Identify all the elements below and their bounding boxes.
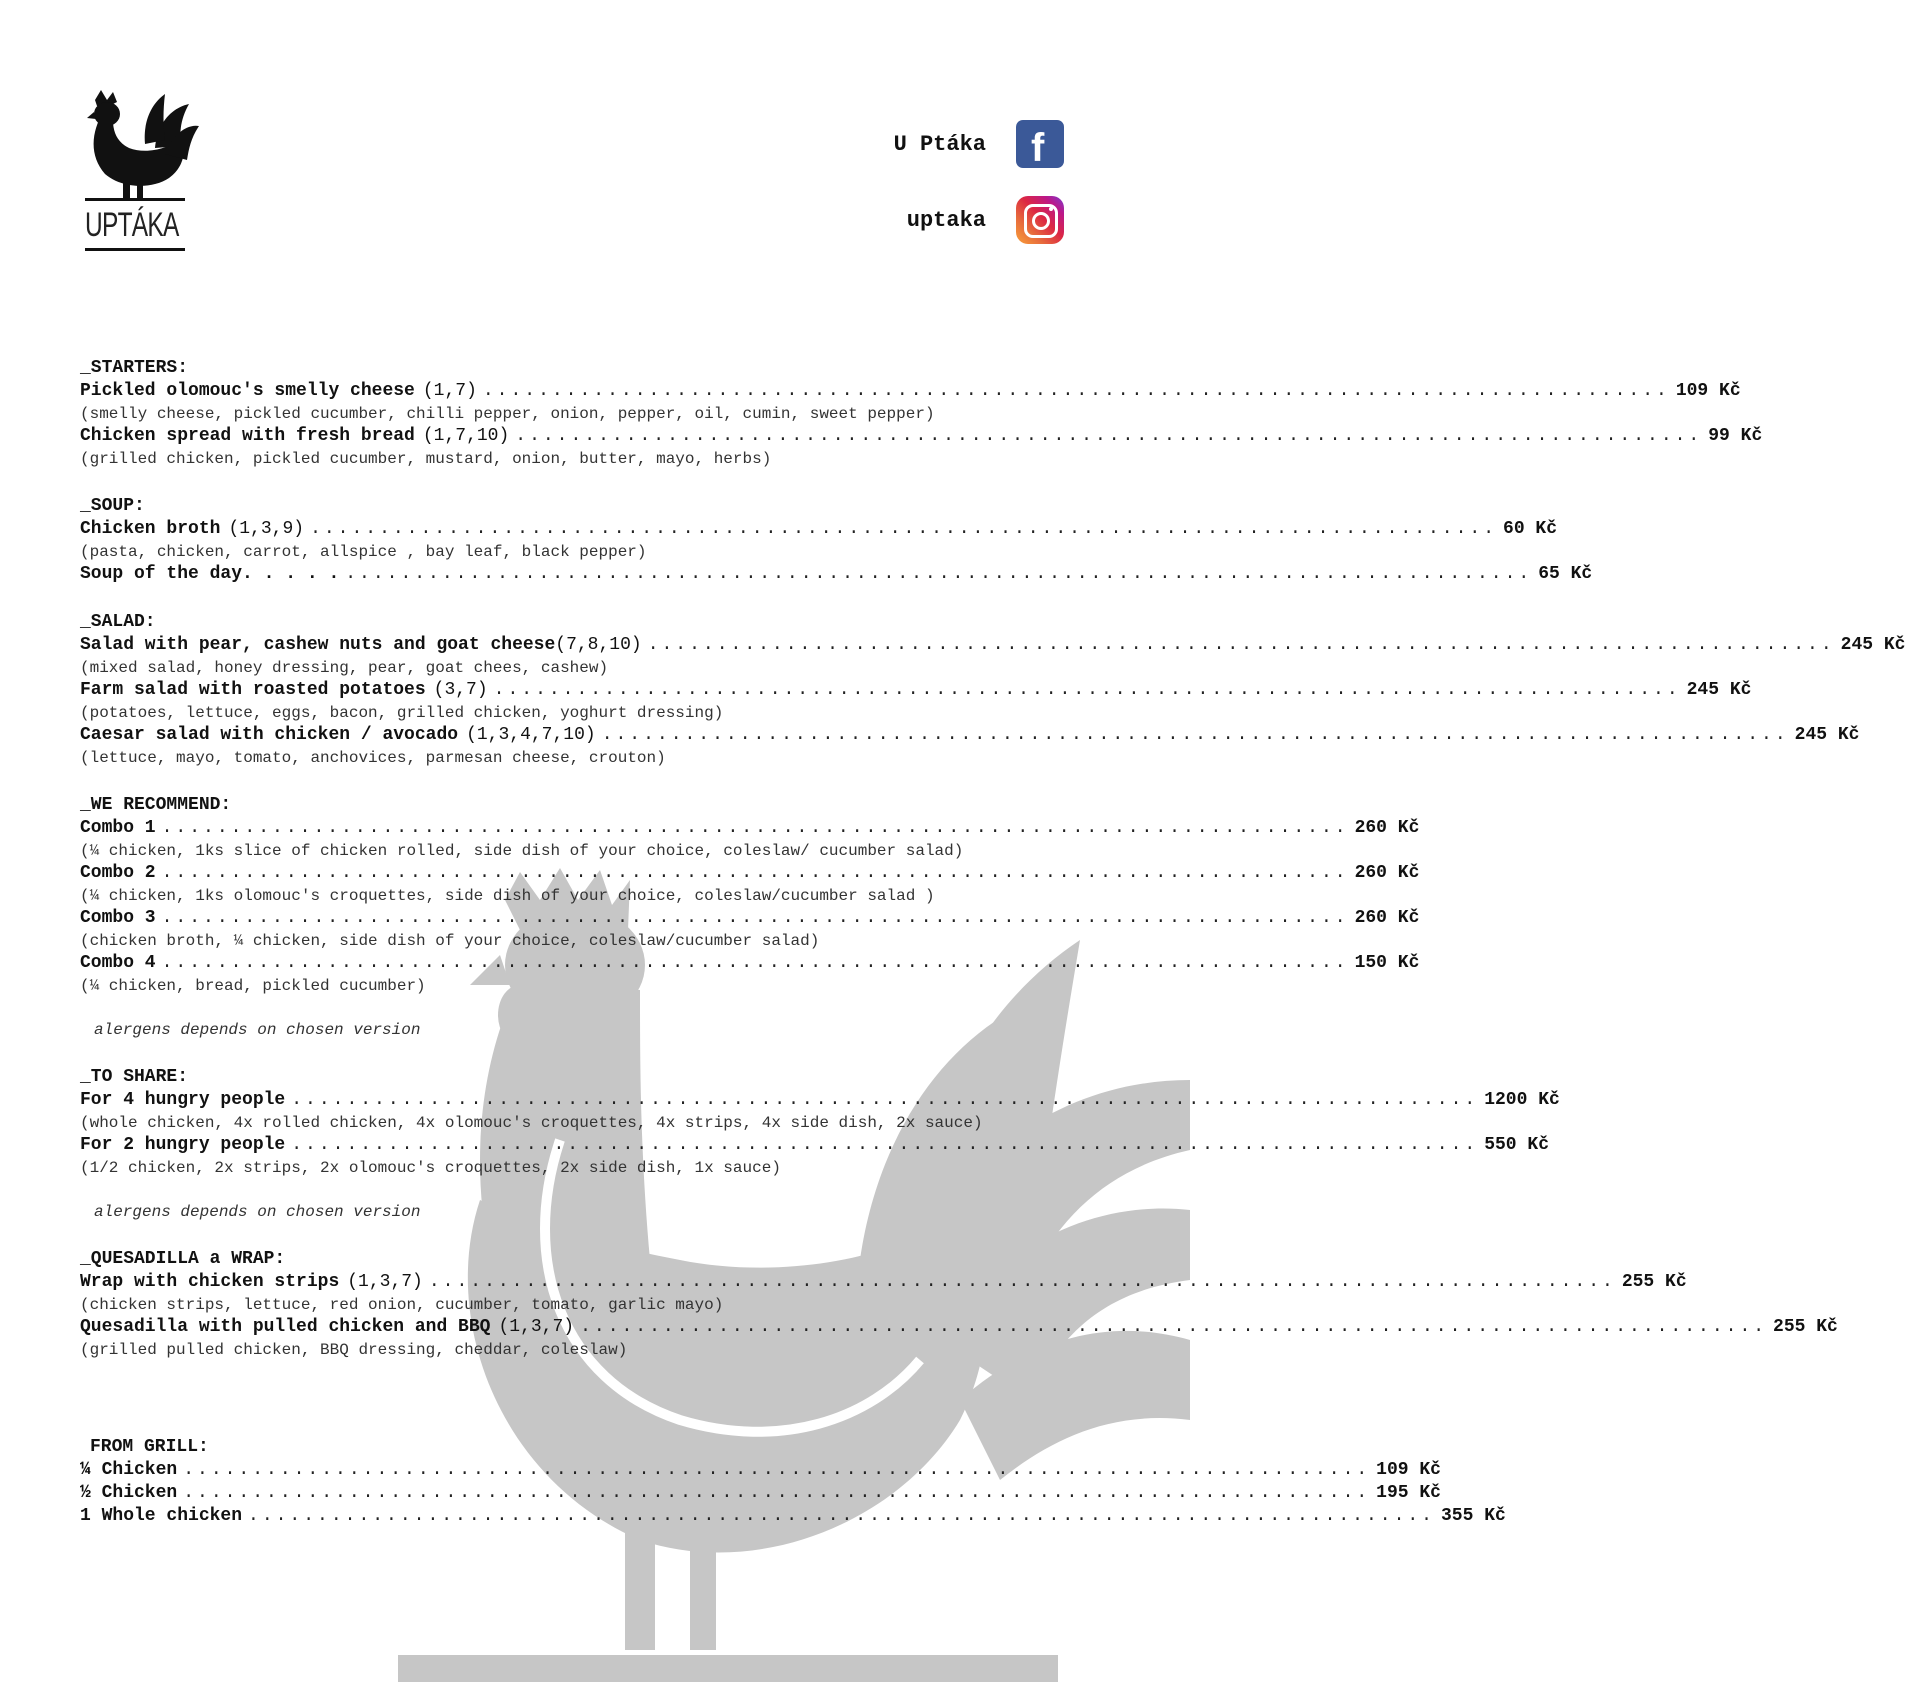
leader-dots: ...................................................................................... xyxy=(580,1317,1768,1337)
leader-dots: ...................................................................................... xyxy=(291,1135,1479,1155)
item-price: 260 Kč xyxy=(1354,908,1420,928)
item-name: Chicken spread with fresh bread xyxy=(80,426,415,446)
menu-item xyxy=(80,1316,1838,1339)
item-allergens: (1,7) xyxy=(422,381,477,401)
menu-item xyxy=(80,952,1420,975)
section-heading-recommend: _WE RECOMMEND: xyxy=(80,795,232,815)
item-description: (smelly cheese, pickled cucumber, chilli pepper, onion, pepper, oil, cumin, sweet pepper) xyxy=(80,405,935,423)
item-price: 550 Kč xyxy=(1484,1135,1549,1155)
leader-dots: ...................................................................................... xyxy=(345,564,1533,584)
section-heading-soup: _SOUP: xyxy=(80,496,145,516)
item-allergens: (1,3,9) xyxy=(228,519,305,539)
item-description: (grilled pulled chicken, BBQ dressing, cheddar, coleslaw) xyxy=(80,1341,628,1359)
item-name: ½ Chicken xyxy=(80,1483,178,1503)
menu-item xyxy=(80,862,1420,885)
menu-item xyxy=(80,724,1860,747)
logo-underline xyxy=(85,248,185,251)
item-name: ¼ Chicken xyxy=(80,1460,178,1480)
item-allergens: (1,7,10) xyxy=(422,426,510,446)
item-description: (chicken strips, lettuce, red onion, cucumber, tomato, garlic mayo) xyxy=(80,1296,724,1314)
item-description: (¼ chicken, bread, pickled cucumber) xyxy=(80,977,426,995)
facebook-handle: U Ptáka xyxy=(893,131,986,157)
leader-dots: ...................................................................................... xyxy=(515,426,1703,446)
item-description: (whole chicken, 4x rolled chicken, 4x olomouc's croquettes, 4x strips, 4x side dish, 2x sauce) xyxy=(80,1114,983,1132)
leader-dots: ...................................................................................... xyxy=(291,1090,1479,1110)
item-name: Caesar salad with chicken / avocado xyxy=(80,725,459,745)
leader-dots: ...................................................................................... xyxy=(310,519,1498,539)
item-price: 245 Kč xyxy=(1840,635,1905,655)
leader-dots: ...................................................................................... xyxy=(647,635,1835,655)
item-name: Combo 1 xyxy=(80,818,156,838)
item-description: (¼ chicken, 1ks slice of chicken rolled, side dish of your choice, coleslaw/ cucumber salad) xyxy=(80,842,964,860)
item-allergens: (1,3,4,7,10) xyxy=(466,725,596,745)
item-price: 109 Kč xyxy=(1675,381,1741,401)
menu-item xyxy=(80,380,1741,403)
rooster-logo-icon xyxy=(85,88,200,208)
item-name: Salad with pear, cashew nuts and goat cheese xyxy=(80,635,556,655)
item-price: 260 Kč xyxy=(1354,818,1420,838)
allergen-note: alergens depends on chosen version xyxy=(94,1021,421,1039)
item-allergens: (1,3,7) xyxy=(498,1317,575,1337)
item-price: 245 Kč xyxy=(1686,680,1752,700)
item-description: (potatoes, lettuce, eggs, bacon, grilled chicken, yoghurt dressing) xyxy=(80,704,724,722)
logo xyxy=(85,88,200,258)
allergen-note: alergens depends on chosen version xyxy=(94,1203,421,1221)
item-price: 255 Kč xyxy=(1621,1272,1687,1292)
leader-dots: ...................................................................................... xyxy=(161,953,1349,973)
item-description: (1/2 chicken, 2x strips, 2x olomouc's croquettes, 2x side dish, 1x sauce) xyxy=(80,1159,781,1177)
item-name: Pickled olomouc's smelly cheese xyxy=(80,381,415,401)
menu xyxy=(80,356,1905,1528)
item-description: (pasta, chicken, carrot, allspice , bay leaf, black pepper) xyxy=(80,543,647,561)
item-allergens: (3,7) xyxy=(433,680,488,700)
instagram-handle: uptaka xyxy=(906,207,986,233)
menu-item xyxy=(80,679,1752,702)
leader-dots: ...................................................................................... xyxy=(183,1483,1371,1503)
menu-item xyxy=(80,1271,1687,1294)
item-name: Quesadilla with pulled chicken and BBQ xyxy=(80,1317,491,1337)
leader-dots: ...................................................................................... xyxy=(248,1506,1435,1526)
leader-dots: ...................................................................................... xyxy=(428,1272,1616,1292)
item-price: 109 Kč xyxy=(1376,1460,1441,1480)
item-price: 65 Kč xyxy=(1538,564,1593,584)
section-heading-starters: _STARTERS: xyxy=(80,358,189,378)
item-name: Combo 4 xyxy=(80,953,156,973)
facebook-icon[interactable]: f xyxy=(1016,120,1064,168)
item-description: (mixed salad, honey dressing, pear, goat chees, cashew) xyxy=(80,659,609,677)
instagram-icon[interactable] xyxy=(1016,196,1064,244)
leader-dots: ...................................................................................... xyxy=(161,908,1349,928)
menu-item xyxy=(80,1505,1506,1528)
logo-text: UPTÁKA xyxy=(85,206,179,244)
item-name: 1 Whole chicken xyxy=(80,1506,243,1526)
menu-item xyxy=(80,1134,1549,1157)
menu-item xyxy=(80,1089,1560,1112)
instagram-link[interactable] xyxy=(907,196,1064,244)
menu-item xyxy=(80,518,1558,541)
item-price: 255 Kč xyxy=(1773,1317,1838,1337)
item-price: 99 Kč xyxy=(1708,426,1763,446)
leader-dots: ...................................................................................... xyxy=(161,818,1349,838)
facebook-link[interactable] xyxy=(894,120,1064,168)
menu-item xyxy=(80,817,1420,840)
item-name: For 4 hungry people xyxy=(80,1090,286,1110)
leader-dots: ...................................................................................... xyxy=(183,1460,1371,1480)
item-name: Wrap with chicken strips xyxy=(80,1272,340,1292)
item-price: 60 Kč xyxy=(1503,519,1558,539)
item-price: 195 Kč xyxy=(1376,1483,1441,1503)
leader-dots: ...................................................................................... xyxy=(161,863,1349,883)
section-heading-quesadilla: _QUESADILLA a WRAP: xyxy=(80,1249,286,1269)
leader-dots: ...................................................................................... xyxy=(482,381,1670,401)
item-name: Chicken broth xyxy=(80,519,221,539)
leader-dots: ...................................................................................... xyxy=(601,725,1789,745)
menu-item xyxy=(80,425,1763,448)
item-price: 245 Kč xyxy=(1794,725,1860,745)
menu-item xyxy=(80,907,1420,930)
menu-item xyxy=(80,563,1593,586)
item-description: (¼ chicken, 1ks olomouc's croquettes, side dish of your choice, coleslaw/cucumber salad ) xyxy=(80,887,935,905)
item-description: (chicken broth, ¼ chicken, side dish of your choice, coleslaw/cucumber salad) xyxy=(80,932,820,950)
item-name: Combo 3 xyxy=(80,908,156,928)
item-name: Combo 2 xyxy=(80,863,156,883)
item-name: Farm salad with roasted potatoes xyxy=(80,680,426,700)
item-name: Soup of the day. . . . . xyxy=(80,564,340,584)
item-price: 355 Kč xyxy=(1440,1506,1506,1526)
item-price: 150 Kč xyxy=(1354,953,1420,973)
menu-item xyxy=(80,1482,1441,1505)
item-price: 1200 Kč xyxy=(1484,1090,1560,1110)
leader-dots: ...................................................................................... xyxy=(493,680,1681,700)
item-allergens: (7,8,10) xyxy=(555,635,642,655)
item-description: (grilled chicken, pickled cucumber, mustard, onion, butter, mayo, herbs) xyxy=(80,450,772,468)
item-price: 260 Kč xyxy=(1354,863,1420,883)
section-heading-share: _TO SHARE: xyxy=(80,1067,189,1087)
item-description: (lettuce, mayo, tomato, anchovices, parmesan cheese, crouton) xyxy=(80,749,666,767)
section-heading-salad: _SALAD: xyxy=(80,612,156,632)
menu-item xyxy=(80,1459,1441,1482)
item-allergens: (1,3,7) xyxy=(347,1272,423,1292)
item-name: For 2 hungry people xyxy=(80,1135,286,1155)
section-heading-grill: FROM GRILL: xyxy=(90,1437,209,1457)
menu-item xyxy=(80,634,1905,657)
